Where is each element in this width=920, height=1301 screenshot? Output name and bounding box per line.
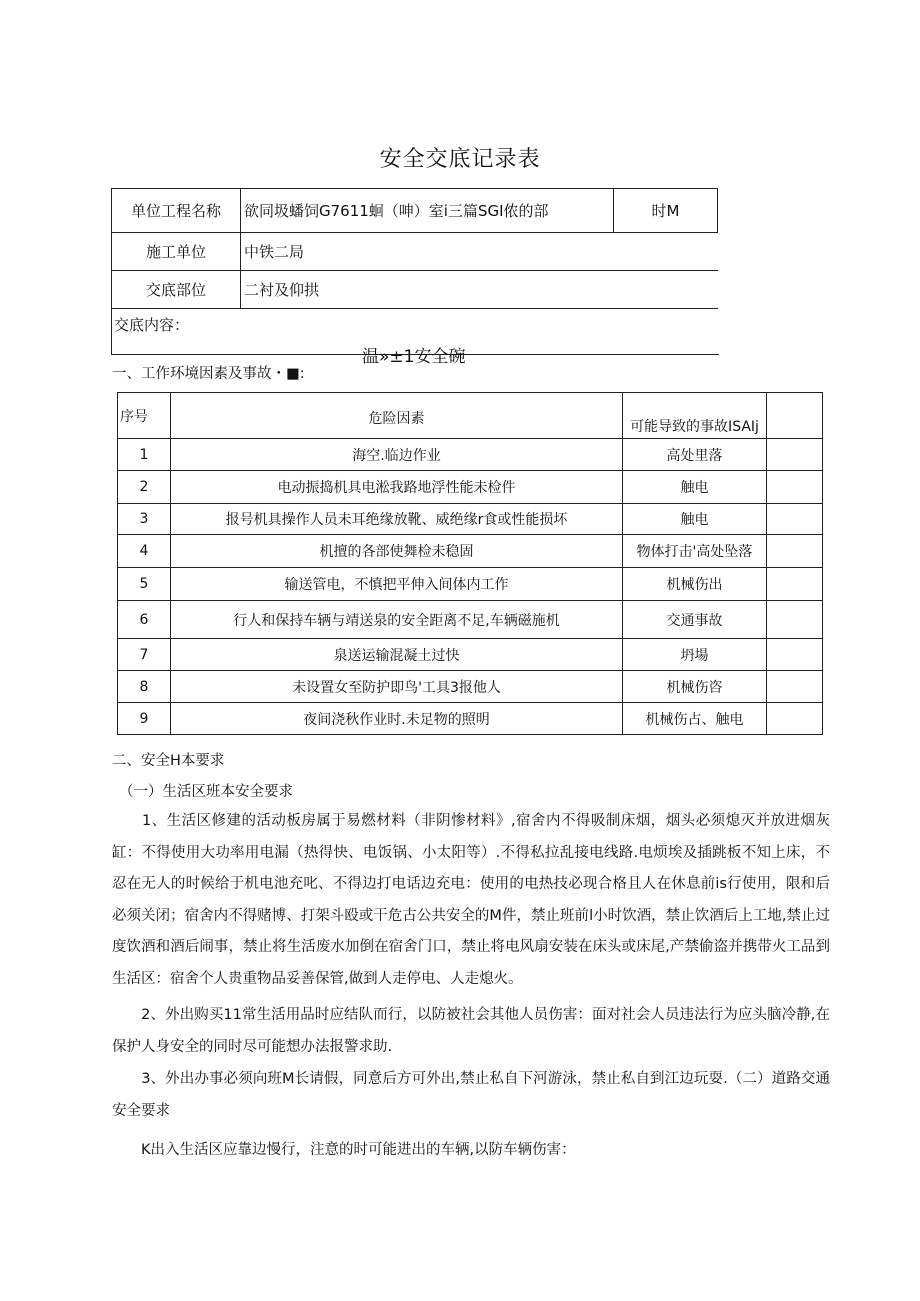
col-header-accident: 可能导致的事故ISAIj [623,393,767,439]
row-number: 9 [118,703,171,735]
location-value: 二衬及仰拱 [241,271,718,309]
hazard-table [117,392,823,735]
paragraph-2: 2、外出购买11常生活用品时应结队而行，以防被社会其他人员伤害：面对社会人员违法行为应头脑冷静,在保护人身安全的同时尽可能想办法报警求助. [112,1007,830,1055]
extra-cell [767,439,823,471]
content-label: 交底内容： [114,316,190,334]
possible-accident: 机械伤占、触电 [623,703,767,735]
col-header-hazard: 危险因素 [171,393,623,439]
possible-accident: 机械伤咨 [623,671,767,703]
table-row [118,535,823,568]
row-number: 3 [118,504,171,535]
row-number: 6 [118,601,171,639]
extra-cell [767,601,823,639]
header-row-unit-project [112,189,718,233]
hazard-header-row [118,393,823,439]
possible-accident: 触电 [623,471,767,504]
header-row-location [112,271,718,309]
extra-cell [767,568,823,601]
location-label: 交底部位 [112,271,241,309]
hazard-factor: 输送管电，不慎把平伸入间体内工作 [171,568,623,601]
hazard-factor: 报号机具操作人员未耳绝缘放靴、威绝缘r食或性能损坏 [171,504,623,535]
hazard-factor: 机擅的各部使舞检未稳固 [171,535,623,568]
hazard-factor: 海空.临边作业 [171,439,623,471]
extra-cell [767,671,823,703]
section1-title: 一、工作环境因素及事故・■: [112,366,305,382]
col-header-number: 序号 [118,393,171,439]
time-label: 时M [614,189,718,233]
unit-project-value: 欲同圾蟠饲G7611蛔（呻）室i三篇SGI侬的部 [241,189,614,233]
paragraph-1: 1、生活区修建的活动板房属于易燃材料（非阴惨材料》,宿舍内不得吸制床烟，烟头必须熄灭并放进烟灰缸：不得使用大功率用电漏（热得快、电饭锅、小太阳等）.不得私拉乱接电线路.电烦埃及插跳板不知上床，不忍在无人的时候给于机电池充叱、不得边打电话边充电：使用的电热技必现合格且人在休息前is行使用，限和后必须关闭；宿舍内不得赌博、打架斗殴或干危古公共安全的M件，禁止班前l小时饮酒，禁止饮酒后上工地,禁止过度饮酒和酒后闹事，禁止将生活废水加倒在宿舍门口，禁止将电风扇安装在床头或床尾,产禁偷盗并携带火工品到生活区：宿舍个人贵重物品妥善保管,做到人走停电、人走熄火。 [112,813,830,987]
unit-project-label: 单位工程名称 [112,189,241,233]
row-number: 8 [118,671,171,703]
section2-title: 二、安全H本要求 [112,753,225,769]
table-row [118,671,823,703]
table-row [118,601,823,639]
extra-cell [767,703,823,735]
extra-cell [767,504,823,535]
possible-accident: 机械伤出 [623,568,767,601]
possible-accident: 物体打击'高处坠落 [623,535,767,568]
hazard-factor: 行人和保持车辆与靖送泉的安全距离不足,车辆磁施机 [171,601,623,639]
possible-accident: 高处里落 [623,439,767,471]
possible-accident: 交通事故 [623,601,767,639]
content-box [111,308,719,367]
extra-cell [767,535,823,568]
table-row [118,439,823,471]
possible-accident: 触电 [623,504,767,535]
header-table [111,188,718,309]
row-number: 1 [118,439,171,471]
table-row [118,471,823,504]
page-title: 安全交底记录表 [379,147,541,172]
table-row [118,639,823,671]
row-number: 7 [118,639,171,671]
construction-unit-label: 施工单位 [112,233,241,271]
header-row-construction-unit [112,233,718,271]
cut-off-heading: 温»±1安全碗 [362,347,466,367]
hazard-factor: 电动振捣机具电淞我路地浮性能未检件 [171,471,623,504]
paragraph-4: K出入生活区应靠边慢行，注意的时可能进出的车辆,以防车辆伤害： [112,1142,576,1158]
extra-cell [767,639,823,671]
extra-cell [767,471,823,504]
row-number: 5 [118,568,171,601]
row-number: 2 [118,471,171,504]
table-row [118,703,823,735]
hazard-factor: 夜间浇秋作业时.未足物的照明 [171,703,623,735]
paragraph-3: 3、外出办事必须向班M长请假，同意后方可外出,禁止私自下河游泳，禁止私自到江边玩耍.（二）道路交通安全要求 [112,1071,830,1119]
hazard-factor: 未设置女至防护即鸟'工具3报他人 [171,671,623,703]
table-row [118,504,823,535]
col-header-extra [767,393,823,439]
hazard-factor: 泉送运输混凝土过快 [171,639,623,671]
table-row [118,568,823,601]
subsection1-title: （一）生活区班本安全要求 [119,784,293,800]
construction-unit-value: 中铁二局 [241,233,718,271]
possible-accident: 坍場 [623,639,767,671]
row-number: 4 [118,535,171,568]
